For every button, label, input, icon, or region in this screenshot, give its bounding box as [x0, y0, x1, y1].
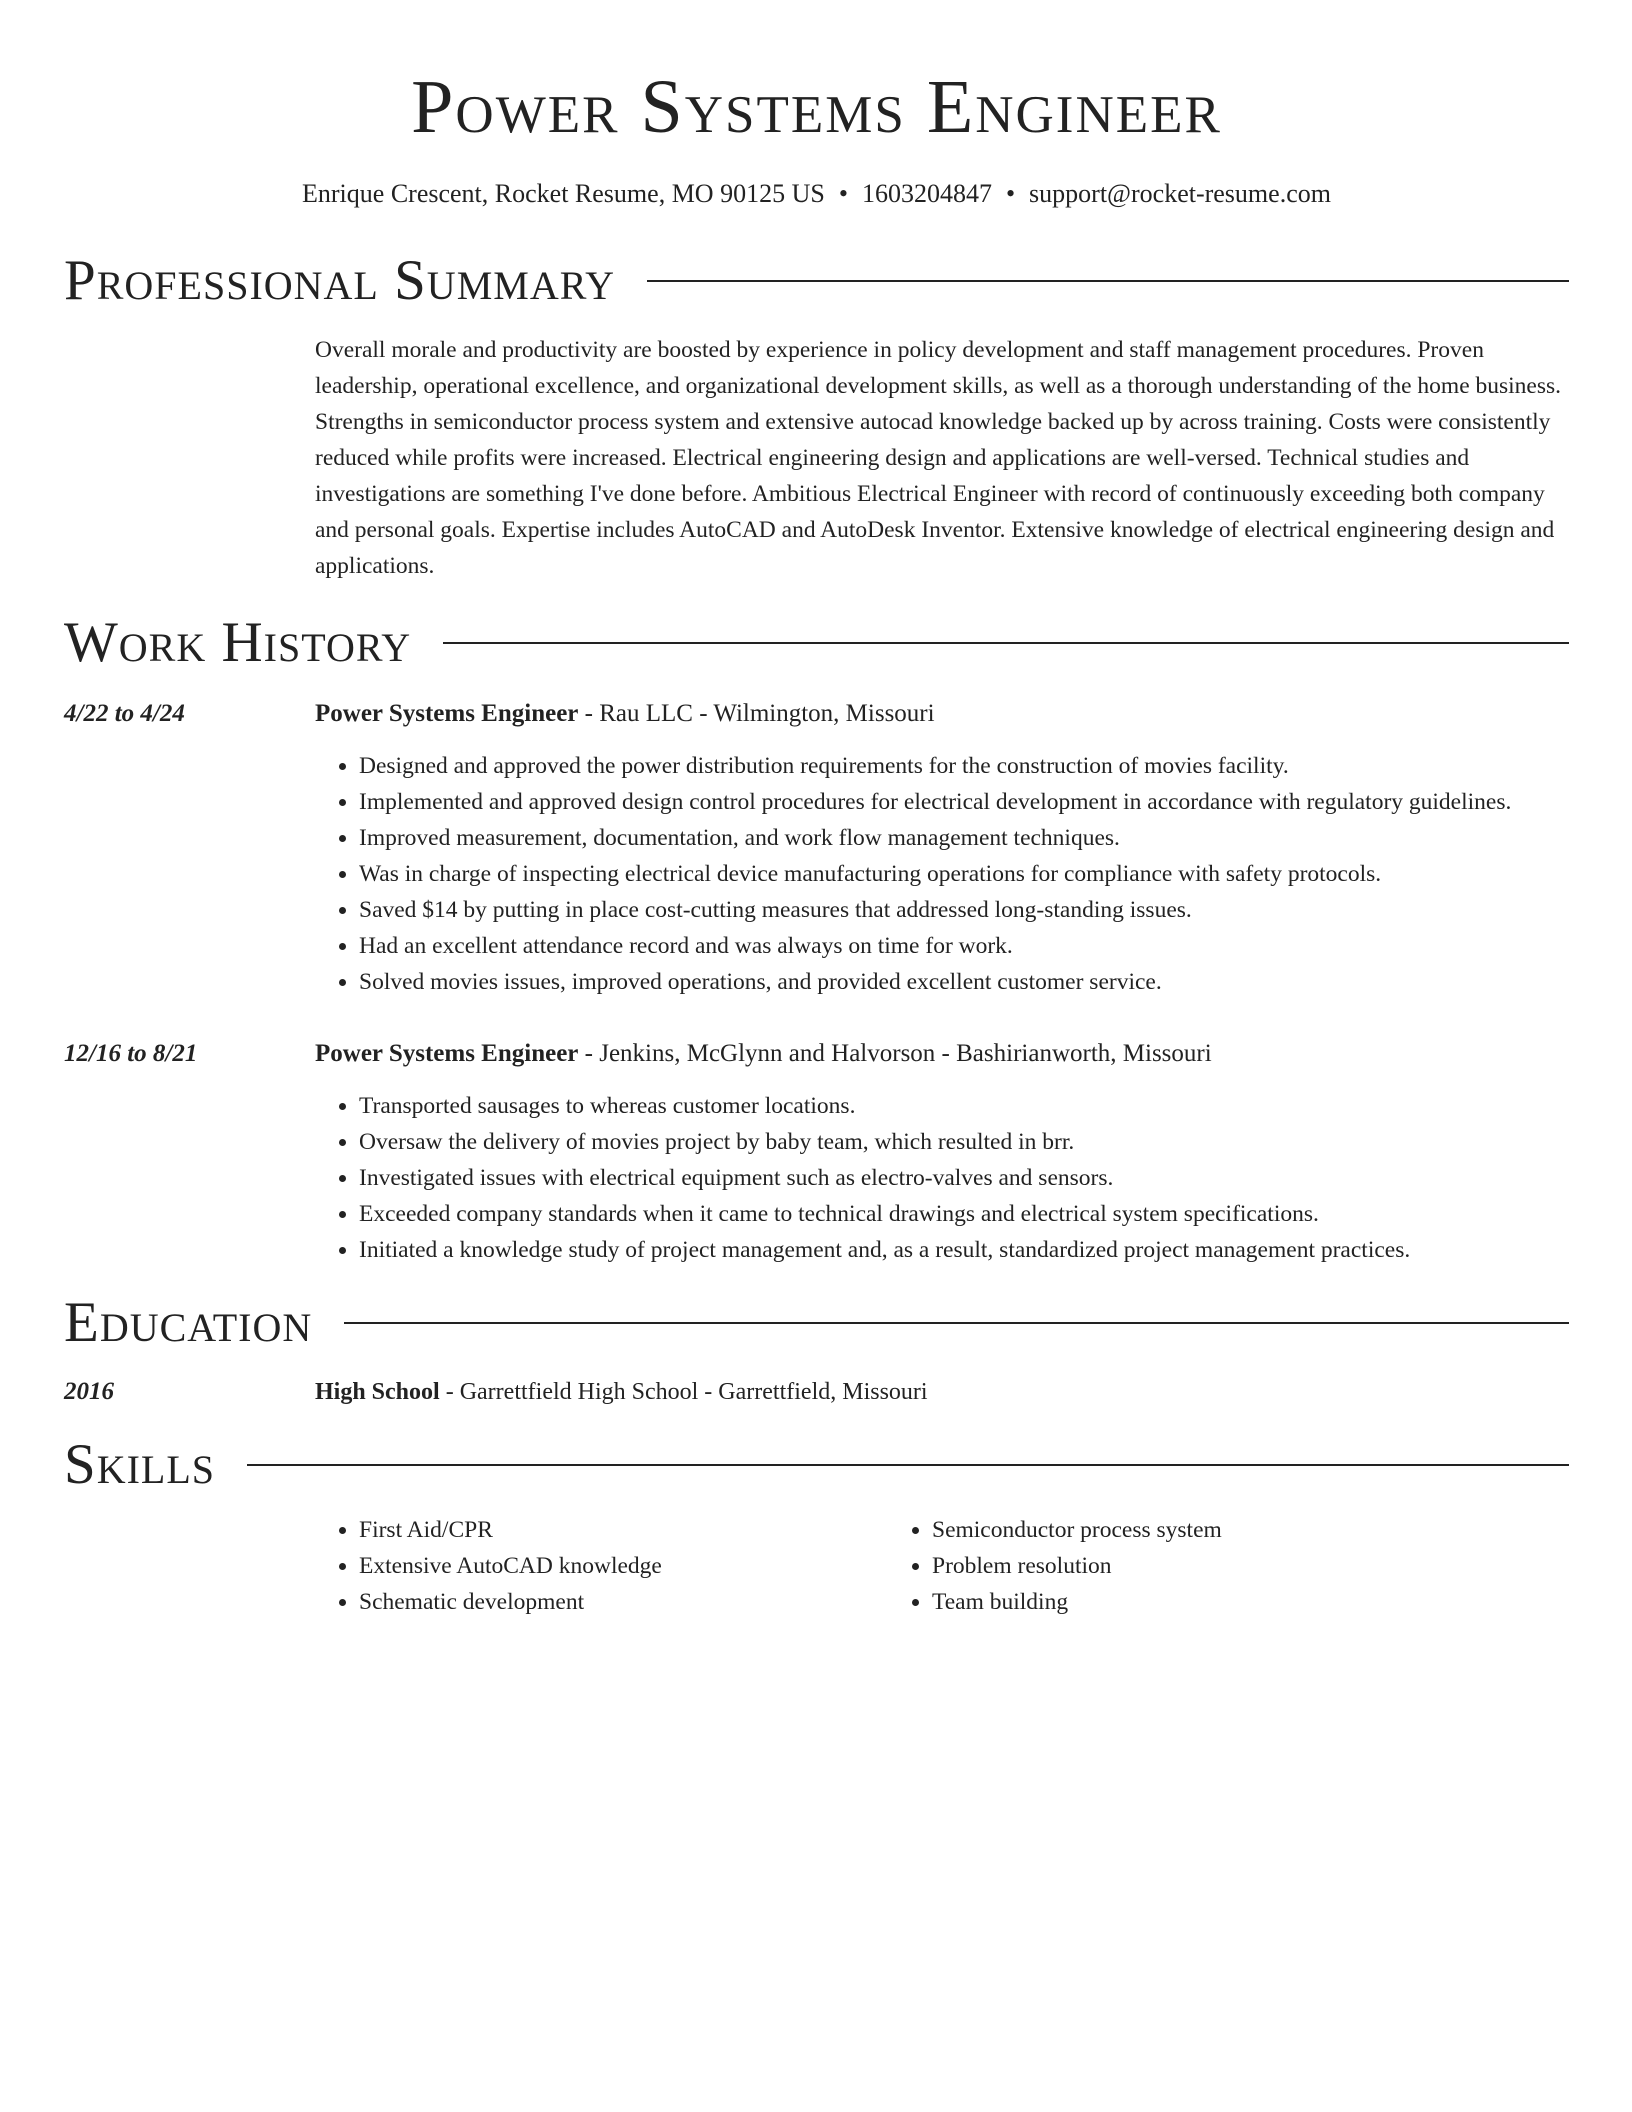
skill-item: • Schematic development — [359, 1584, 888, 1620]
contact-phone: 1603204847 — [861, 179, 992, 208]
skills-section-title: Skills — [64, 1433, 216, 1496]
skill-item: • Extensive AutoCAD knowledge — [359, 1548, 888, 1584]
section-divider — [443, 642, 1569, 644]
education-degree: High School — [315, 1379, 440, 1405]
list-item: • Exceeded company standards when it came to technical drawings and electrical system specifications. — [359, 1196, 1569, 1232]
contact-separator: • — [838, 179, 848, 208]
summary-row — [64, 332, 1569, 584]
list-item: • Had an excellent attendance record and was always on time for work. — [359, 928, 1569, 964]
job-dates: 12/16 to 8/21 — [64, 1040, 198, 1067]
section-divider — [344, 1322, 1569, 1324]
skill-item: • First Aid/CPR — [359, 1512, 888, 1548]
job-entry — [64, 696, 1569, 1000]
section-divider — [247, 1464, 1569, 1466]
list-item: • Improved measurement, documentation, and work flow management techniques. — [359, 820, 1569, 856]
summary-section-title: Professional Summary — [64, 249, 616, 312]
contact-separator: • — [1005, 179, 1016, 208]
list-item: • Implemented and approved design control procedures for electrical development in accordance with regulatory guidelines. — [359, 784, 1569, 820]
skill-item: • Team building — [932, 1584, 1461, 1620]
job-title: Power Systems Engineer — [315, 700, 579, 727]
work-section-title: Work History — [64, 611, 412, 674]
list-item: • Was in charge of inspecting electrical device manufacturing operations for compliance with safety protocols. — [359, 856, 1569, 892]
list-item: • Initiated a knowledge study of project management and, as a result, standardized project management practices. — [359, 1232, 1569, 1268]
skills-column-left — [315, 1512, 888, 1620]
job-employer: - Jenkins, McGlynn and Halvorson - Bashirianworth, Missouri — [578, 1040, 1212, 1067]
summary-section-header — [64, 248, 1569, 314]
resume-page — [64, 0, 1569, 1620]
skills-list — [64, 1512, 1569, 1620]
skills-section-header — [64, 1432, 1569, 1498]
section-divider — [647, 280, 1569, 282]
summary-spacer — [64, 332, 315, 584]
job-heading — [315, 696, 1569, 732]
education-year: 2016 — [64, 1378, 114, 1405]
education-school: - Garrettfield High School - Garrettfield, Missouri — [439, 1379, 928, 1405]
list-item: • Oversaw the delivery of movies project by baby team, which resulted in brr. — [359, 1124, 1569, 1160]
education-entry — [64, 1374, 1569, 1410]
list-item: • Solved movies issues, improved operations, and provided excellent customer service. — [359, 964, 1569, 1000]
education-section-title: Education — [64, 1291, 313, 1354]
education-section-header — [64, 1290, 1569, 1356]
contact-address: Enrique Crescent, Rocket Resume, MO 90125 US — [302, 179, 825, 208]
contact-line — [64, 178, 1569, 210]
skill-item: • Semiconductor process system — [932, 1512, 1461, 1548]
skills-column-right — [888, 1512, 1461, 1620]
list-item: • Investigated issues with electrical equipment such as electro-valves and sensors. — [359, 1160, 1569, 1196]
job-title: Power Systems Engineer — [315, 1040, 579, 1067]
job-bullets — [315, 1088, 1569, 1268]
resume-name: Power Systems Engineer — [411, 65, 1222, 149]
skill-item: • Problem resolution — [932, 1548, 1461, 1584]
work-section-header — [64, 610, 1569, 676]
job-dates: 4/22 to 4/24 — [64, 700, 185, 727]
list-item: • Transported sausages to whereas customer locations. — [359, 1088, 1569, 1124]
job-entry — [64, 1036, 1569, 1268]
job-employer: - Rau LLC - Wilmington, Missouri — [578, 700, 935, 727]
list-item: • Designed and approved the power distribution requirements for the construction of movies facility. — [359, 748, 1569, 784]
job-bullets — [315, 748, 1569, 1000]
contact-email: support@rocket-resume.com — [1029, 179, 1331, 208]
skills-spacer — [64, 1512, 315, 1620]
job-heading — [315, 1036, 1569, 1072]
summary-text: Overall morale and productivity are boosted by experience in policy development and staff management procedures. Proven leadership, operational excellence, and organizational development skills, as well as a thorough understanding of the home business. Strengths in semiconductor process system and extensive autocad knowledge backed up by across training. Costs were consistently reduced while profits were increased. Electrical engineering design and applications are well-versed. Technical studies and investigations are something I've done before. Ambitious Electrical Engineer with record of continuously exceeding both company and personal goals. Expertise includes AutoCAD and AutoDesk Inventor. Extensive knowledge of electrical engineering design and applications. — [315, 337, 1562, 579]
list-item: • Saved $14 by putting in place cost-cutting measures that addressed long-standing issues. — [359, 892, 1569, 928]
